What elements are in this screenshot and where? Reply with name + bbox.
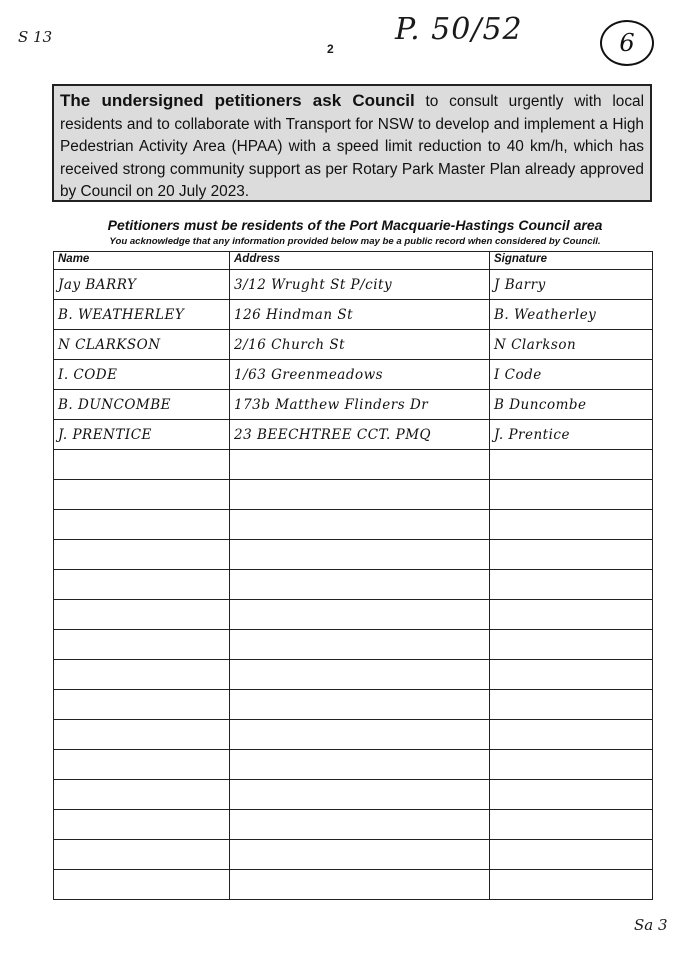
name-cell bbox=[54, 600, 230, 630]
table-row bbox=[54, 480, 653, 510]
signature-cell bbox=[490, 720, 653, 750]
address-cell bbox=[230, 600, 490, 630]
header-address: Address bbox=[230, 252, 490, 270]
table-row bbox=[54, 510, 653, 540]
table-row bbox=[54, 360, 653, 390]
name-cell: B. DUNCOMBE bbox=[54, 390, 230, 420]
signature-cell bbox=[490, 570, 653, 600]
circled-number-text: 6 bbox=[619, 29, 635, 57]
name-cell bbox=[54, 720, 230, 750]
page-number: 2 bbox=[327, 42, 334, 56]
signature-cell bbox=[490, 780, 653, 810]
signature-cell bbox=[490, 540, 653, 570]
name-cell bbox=[54, 570, 230, 600]
address-cell bbox=[230, 510, 490, 540]
name-cell bbox=[54, 840, 230, 870]
name-cell bbox=[54, 510, 230, 540]
handwritten-footer-mark: Sa 3 bbox=[634, 916, 668, 934]
signature-cell bbox=[490, 510, 653, 540]
signature-cell: B Duncombe bbox=[490, 390, 653, 420]
table-row bbox=[54, 660, 653, 690]
table-row bbox=[54, 840, 653, 870]
address-cell bbox=[230, 480, 490, 510]
signature-cell bbox=[490, 810, 653, 840]
name-cell: N CLARKSON bbox=[54, 330, 230, 360]
table-row bbox=[54, 540, 653, 570]
signature-cell: J Barry bbox=[490, 270, 653, 300]
address-cell: 2/16 Church St bbox=[230, 330, 490, 360]
statement-bold-lead: The undersigned petitioners ask Council bbox=[60, 91, 415, 110]
table-row bbox=[54, 690, 653, 720]
table-row bbox=[54, 390, 653, 420]
address-cell bbox=[230, 450, 490, 480]
signature-cell bbox=[490, 630, 653, 660]
address-cell bbox=[230, 690, 490, 720]
handwritten-reference-mark: S 13 bbox=[18, 28, 53, 46]
name-cell bbox=[54, 750, 230, 780]
petition-statement-box bbox=[52, 84, 652, 202]
name-cell: I. CODE bbox=[54, 360, 230, 390]
name-cell bbox=[54, 660, 230, 690]
name-cell: Jay BARRY bbox=[54, 270, 230, 300]
address-cell: 23 BEECHTREE CCT. PMQ bbox=[230, 420, 490, 450]
signature-cell bbox=[490, 480, 653, 510]
address-cell: 126 Hindman St bbox=[230, 300, 490, 330]
address-cell bbox=[230, 810, 490, 840]
signature-cell: I Code bbox=[490, 360, 653, 390]
signature-cell bbox=[490, 840, 653, 870]
signature-table-body bbox=[54, 270, 653, 900]
name-cell bbox=[54, 690, 230, 720]
address-cell: 1/63 Greenmeadows bbox=[230, 360, 490, 390]
name-cell bbox=[54, 540, 230, 570]
table-row bbox=[54, 330, 653, 360]
address-cell bbox=[230, 630, 490, 660]
name-cell bbox=[54, 450, 230, 480]
name-cell: B. WEATHERLEY bbox=[54, 300, 230, 330]
table-row bbox=[54, 450, 653, 480]
name-cell bbox=[54, 480, 230, 510]
name-cell bbox=[54, 810, 230, 840]
circled-sheet-number bbox=[600, 20, 654, 66]
signature-cell: J. Prentice bbox=[490, 420, 653, 450]
signature-cell bbox=[490, 660, 653, 690]
signature-cell bbox=[490, 600, 653, 630]
address-cell bbox=[230, 720, 490, 750]
table-row bbox=[54, 270, 653, 300]
petition-residency-heading: Petitioners must be residents of the Port Macquarie-Hastings Council area bbox=[107, 217, 603, 233]
table-row bbox=[54, 780, 653, 810]
name-cell bbox=[54, 870, 230, 900]
signature-cell bbox=[490, 870, 653, 900]
header-name: Name bbox=[54, 252, 230, 270]
handwritten-page-reference: P. 50/52 bbox=[395, 12, 523, 47]
signature-cell bbox=[490, 450, 653, 480]
table-row bbox=[54, 300, 653, 330]
signature-table-header bbox=[54, 252, 653, 270]
signature-cell: N Clarkson bbox=[490, 330, 653, 360]
address-cell bbox=[230, 540, 490, 570]
public-record-note: You acknowledge that any information provided below may be a public record when considered by Council. bbox=[109, 236, 601, 247]
table-row bbox=[54, 570, 653, 600]
address-cell bbox=[230, 870, 490, 900]
address-cell bbox=[230, 780, 490, 810]
address-cell bbox=[230, 570, 490, 600]
name-cell: J. PRENTICE bbox=[54, 420, 230, 450]
table-row bbox=[54, 810, 653, 840]
table-row bbox=[54, 630, 653, 660]
table-row bbox=[54, 420, 653, 450]
name-cell bbox=[54, 780, 230, 810]
table-row bbox=[54, 720, 653, 750]
address-cell bbox=[230, 660, 490, 690]
signature-cell bbox=[490, 750, 653, 780]
address-cell: 3/12 Wrught St P/city bbox=[230, 270, 490, 300]
address-cell bbox=[230, 840, 490, 870]
signature-cell: B. Weatherley bbox=[490, 300, 653, 330]
table-row bbox=[54, 870, 653, 900]
statement-body: to consult urgently with local residents and to collaborate with Transport for NSW to develop and implement a High Pedestrian Activity Area (HPAA) with a speed limit reduction to 40 km/h, which has received strong community support as per Rotary Park Master Plan already approved by Council on 20 July 2023. bbox=[60, 93, 644, 201]
address-cell: 173b Matthew Flinders Dr bbox=[230, 390, 490, 420]
table-row bbox=[54, 750, 653, 780]
address-cell bbox=[230, 750, 490, 780]
name-cell bbox=[54, 630, 230, 660]
table-row bbox=[54, 600, 653, 630]
signature-cell bbox=[490, 690, 653, 720]
header-signature: Signature bbox=[490, 252, 653, 270]
signature-table bbox=[53, 251, 653, 900]
